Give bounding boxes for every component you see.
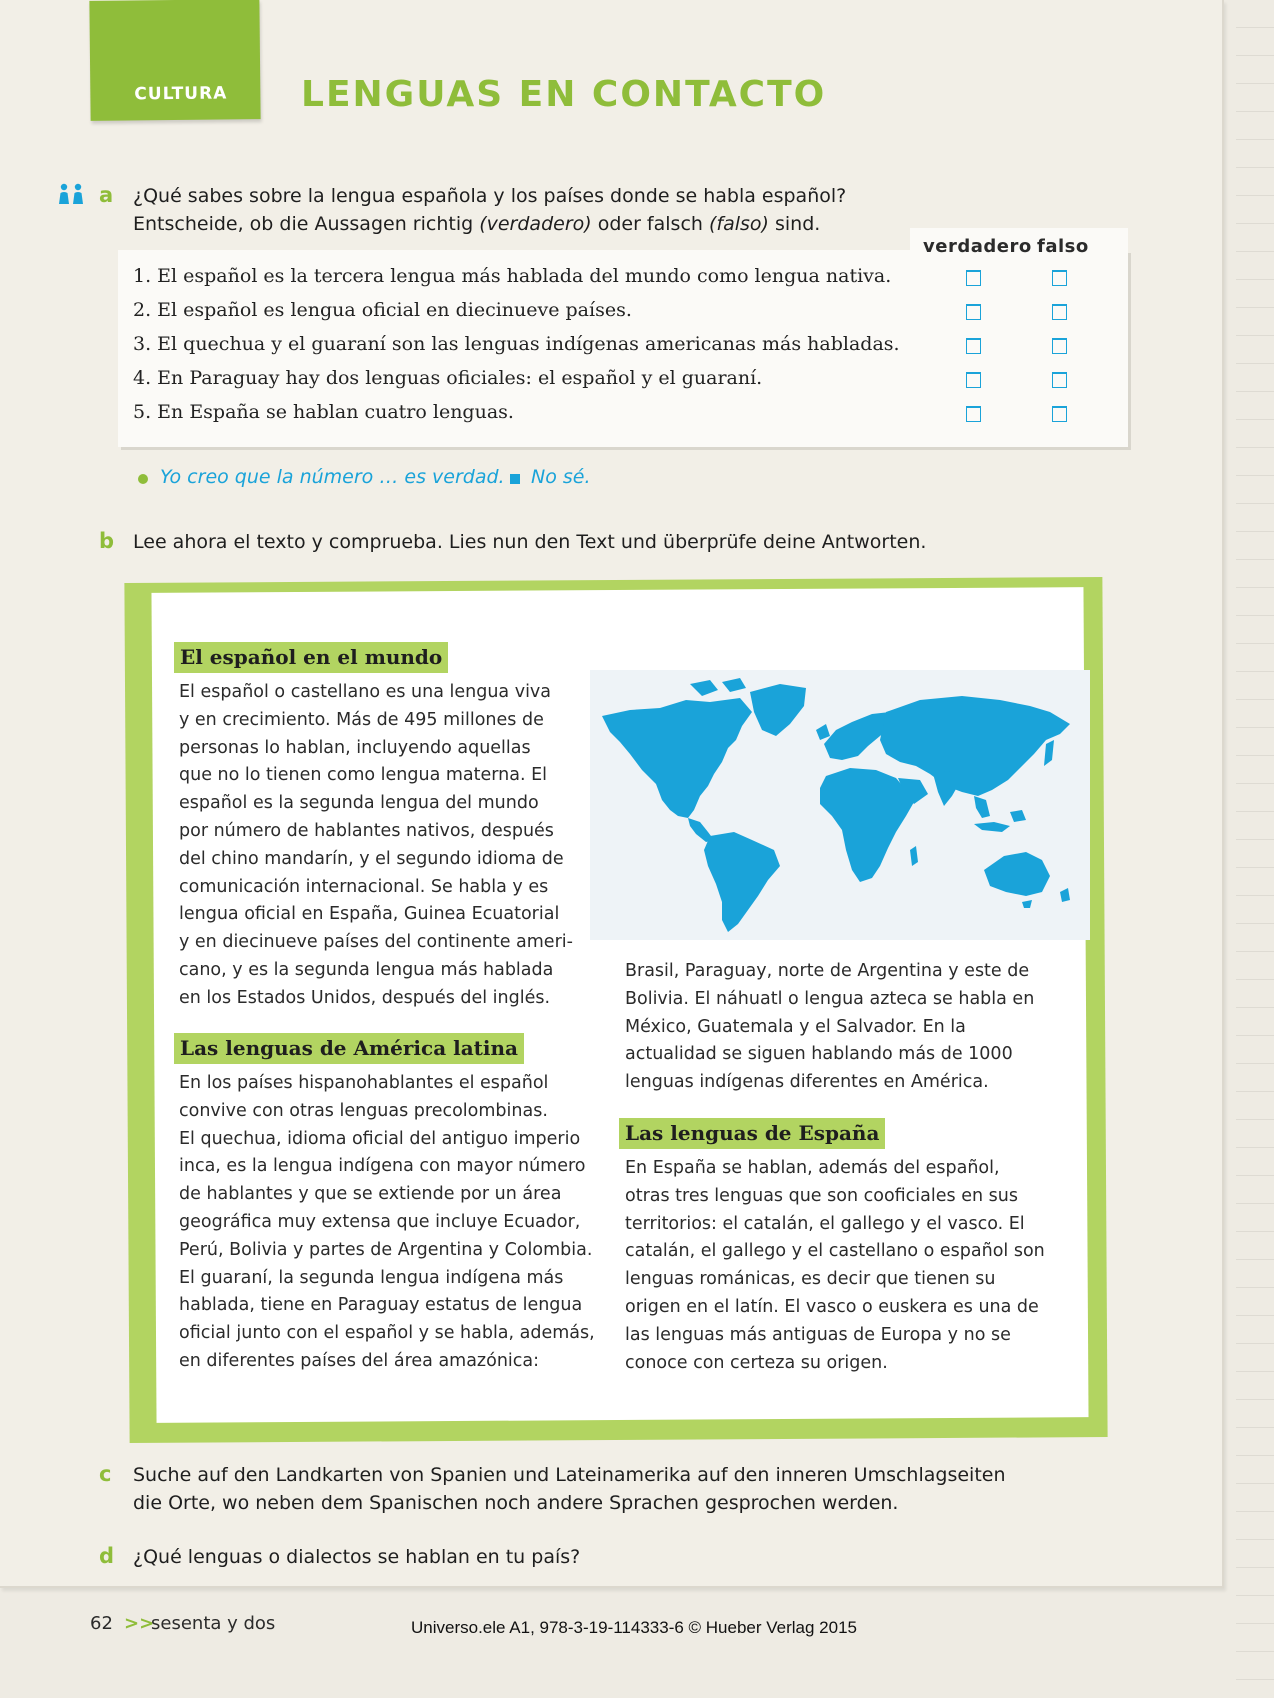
double-chevron-icon: >> xyxy=(124,1613,155,1634)
checkbox-false-1[interactable] xyxy=(1052,270,1067,286)
heading-lenguas-espana: Las lenguas de España xyxy=(619,1118,885,1149)
checkbox-true-5[interactable] xyxy=(966,406,981,422)
statement-2: 2. El español es lengua oficial en diecinueve países. xyxy=(133,299,632,321)
exercise-c-line-2: die Orte, wo neben dem Spanischen noch andere Sprachen gesprochen werden. xyxy=(133,1492,899,1514)
column-header-false: falso xyxy=(1037,236,1089,257)
checkbox-false-3[interactable] xyxy=(1052,338,1067,354)
bullet-square-icon xyxy=(510,474,520,484)
instruction-text: sind. xyxy=(768,213,821,235)
instruction-text: Entscheide, ob die Aussagen richtig xyxy=(133,213,480,235)
checkbox-false-4[interactable] xyxy=(1052,372,1067,388)
exercise-b-instruction: Lee ahora el texto y comprueba. Lies nun den Text und überprüfe deine Antworten. xyxy=(133,531,927,553)
world-map-icon xyxy=(590,670,1090,940)
column-header-true: verdadero xyxy=(923,236,1032,257)
instruction-text: oder falsch xyxy=(591,213,709,235)
page-number: 62 xyxy=(90,1613,113,1634)
exercise-a-line-1: ¿Qué sabes sobre la lengua española y los países donde se habla español? xyxy=(133,185,847,207)
statement-4: 4. En Paraguay hay dos lenguas oficiales: el español y el guaraní. xyxy=(133,367,763,389)
checkbox-true-1[interactable] xyxy=(966,270,981,286)
bullet-dot-icon xyxy=(138,474,148,484)
exercise-c-line-1: Suche auf den Landkarten von Spanien und Lateinamerika auf den inneren Umschlagseiten xyxy=(133,1464,1006,1486)
text-america-latina: En los países hispanohablantes el español convive con otras lenguas precolombinas. El quechua, idioma oficial del antiguo imperio inca, es la lengua indígena con mayor número de hablantes y que se extiende por un área geográfica muy extensa que incluye Ecuador, Perú, Bolivia y partes de Argentina y Colombia. El guaraní, la segunda lengua indígena más hablada, tiene en Paraguay estatus de lengua oficial junto con el español y se habla, además, en diferentes países del área amazónica: xyxy=(179,1073,595,1371)
ruled-margin xyxy=(1236,0,1274,1698)
section-tab xyxy=(89,0,260,121)
exercise-letter-c: c xyxy=(99,1462,112,1486)
world-map-panel xyxy=(590,670,1090,940)
text-espanol-mundo: El español o castellano es una lengua viva y en crecimiento. Más de 495 millones de personas lo hablan, incluyendo aquellas que no lo tienen como lengua materna. El español es la segunda lengua del mundo por número de hablantes nativos, después del chino mandarín, y el segundo idioma de comunicación internacional. Se habla y es lengua oficial en España, Guinea Ecuatorial y en diecinueve países del continente ameri- cano, y es la segunda lengua más hablada en los Estados Unidos, después del inglés. xyxy=(179,682,573,1008)
instruction-italic: (falso) xyxy=(708,213,769,235)
exercise-a-line-2 xyxy=(133,210,846,238)
instruction-italic: (verdadero) xyxy=(479,213,592,235)
exercise-letter-a: a xyxy=(99,183,114,207)
statement-1: 1. El español es la tercera lengua más hablada del mundo como lengua nativa. xyxy=(133,265,892,287)
checkbox-true-3[interactable] xyxy=(966,338,981,354)
statement-3: 3. El quechua y el guaraní son las lenguas indígenas americanas más habladas. xyxy=(133,333,900,355)
checkbox-false-2[interactable] xyxy=(1052,304,1067,320)
text-america-latina-continued: Brasil, Paraguay, norte de Argentina y este de Bolivia. El náhuatl o lengua azteca se habla en México, Guatemala y el Salvador. En la actualidad se siguen hablando más de 1000 lenguas indígenas diferentes en América. xyxy=(625,961,1035,1093)
checkbox-true-4[interactable] xyxy=(966,372,981,388)
copyright-credit: Universo.ele A1, 978-3-19-114333-6 © Hueber Verlag 2015 xyxy=(411,1618,858,1637)
text-lenguas-espana: En España se hablan, además del español, otras tres lenguas que son cooficiales en sus territorios: el catalán, el gallego y el vasco. El catalán, el gallego y el castellano o español son lenguas románicas, es decir que tienen su origen en el latín. El vasco o euskera es una de las lenguas más antiguas de Europa y no se conoce con certeza su origen. xyxy=(625,1158,1045,1373)
exercise-letter-d: d xyxy=(99,1544,115,1568)
exercise-a-instruction xyxy=(133,182,846,238)
exercise-d-question: ¿Qué lenguas o dialectos se hablan en tu país? xyxy=(133,1546,581,1568)
checkbox-true-2[interactable] xyxy=(966,304,981,320)
pair-work-icon xyxy=(58,183,84,205)
statement-5: 5. En España se hablan cuatro lenguas. xyxy=(133,401,514,423)
exercise-c-instruction xyxy=(133,1461,1006,1517)
section-tab-label: CULTURA xyxy=(134,83,228,105)
page-title: LENGUAS EN CONTACTO xyxy=(301,74,827,115)
checkbox-false-5[interactable] xyxy=(1052,406,1067,422)
heading-espanol-mundo: El español en el mundo xyxy=(174,642,448,673)
hint-phrase-1: Yo creo que la número … es verdad. xyxy=(160,466,505,488)
page-number-words: sesenta y dos xyxy=(151,1613,276,1634)
exercise-letter-b: b xyxy=(99,529,115,553)
heading-america-latina: Las lenguas de América latina xyxy=(174,1033,524,1064)
hint-phrase-2: No sé. xyxy=(531,466,591,488)
